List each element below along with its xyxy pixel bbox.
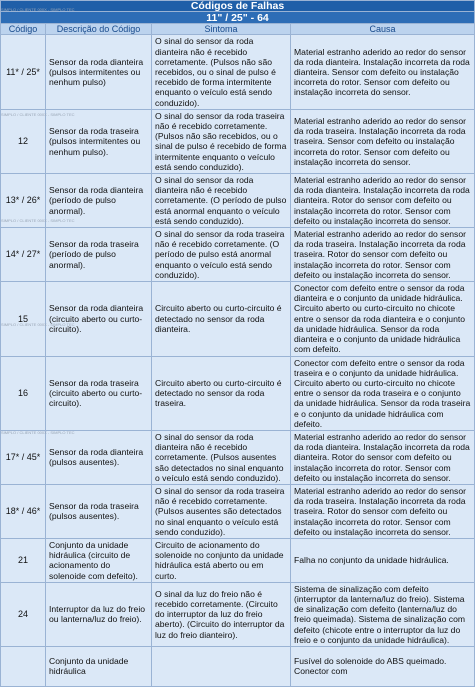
column-header-cause: Causa <box>291 24 475 35</box>
fault-code: 16 <box>1 356 46 430</box>
fault-description: Sensor da roda dianteira (período de pulso anormal). <box>46 174 152 228</box>
fault-code: 24 <box>1 582 46 646</box>
fault-symptom: O sinal da luz do freio não é recebido corretamente. (Circuito do interruptor da luz do freio aberto). (Circuito do interruptor da luz do freio dianteiro). <box>152 582 291 646</box>
column-header-symptom: Sintoma <box>152 24 291 35</box>
fault-cause: Conector com defeito entre o sensor da roda traseira e o conjunto da unidade hidráulica. Circuito aberto ou curto-circuito no chicote entre o sensor da roda traseira e o conjunto da unidade hidráulica. Sensor da roda traseira e o conjunto da unidade hidráulica com defeito. <box>291 356 475 430</box>
column-header-row <box>1 24 475 35</box>
fault-cause: Material estranho aderido ao redor do sensor da roda traseira. Instalação incorreta da roda traseira. Rotor do sensor com defeito ou instalação incorreta do rotor. Sensor com defeito ou instalação incorreta do sensor. <box>291 484 475 538</box>
table-row <box>1 484 475 538</box>
fault-cause: Falha no conjunto da unidade hidráulica. <box>291 538 475 582</box>
watermark: SIMPLO / CLIENTE 000X - SIMPLO TEC <box>1 218 75 223</box>
table-title-row <box>1 1 475 12</box>
fault-symptom: O sinal do sensor da roda traseira não é recebido corretamente. (O período de pulso está anormal enquanto o veículo está sendo conduzido). <box>152 228 291 282</box>
fault-description: Sensor da roda dianteira (pulsos ausentes). <box>46 430 152 484</box>
fault-description: Sensor da roda traseira (pulsos ausentes). <box>46 484 152 538</box>
fault-cause: Material estranho aderido ao redor do sensor da roda dianteira. Instalação incorreta da roda dianteira. Rotor do sensor com defeito ou instalação incorreta do rotor. Sensor com defeito ou instalação incorreta do sensor. <box>291 174 475 228</box>
fault-code: 15 <box>1 282 46 356</box>
fault-symptom: Circuito aberto ou curto-circuito é detectado no sensor da roda traseira. <box>152 356 291 430</box>
table-row <box>1 109 475 173</box>
fault-description: Sensor da roda dianteira (circuito aberto ou curto-circuito). <box>46 282 152 356</box>
fault-symptom: O sinal do sensor da roda dianteira não é recebido corretamente. (Pulsos ausentes são detectados no sinal enquanto o veículo está sendo conduzido). <box>152 430 291 484</box>
fault-symptom: O sinal do sensor da roda traseira não é recebido corretamente. (Pulsos ausentes são detectados no sinal enquanto o veículo está sendo conduzido). <box>152 484 291 538</box>
fault-description: Interruptor da luz do freio ou lanterna/luz do freio). <box>46 582 152 646</box>
watermark: SIMPLO / CLIENTE 000X - SIMPLO TEC <box>1 7 75 12</box>
column-header-code: Código <box>1 24 46 35</box>
fault-code: 12 <box>1 109 46 173</box>
fault-cause: Fusível do solenoide do ABS queimado. Conector com <box>291 646 475 686</box>
table-row <box>1 356 475 430</box>
fault-cause: Material estranho aderido ao redor do sensor da roda traseira. Instalação incorreta da roda traseira. Sensor com defeito ou instalação incorreta do rotor. Sensor com defeito ou instalação incorreta do sensor. <box>291 109 475 173</box>
fault-code: 13* / 26* <box>1 174 46 228</box>
fault-code: 21 <box>1 538 46 582</box>
column-header-description: Descrição do Código <box>46 24 152 35</box>
fault-symptom: O sinal do sensor da roda traseira não é recebido corretamente. (Pulsos não são recebidos, ou o sinal de pulso é recebido de forma intermitente enquanto o veículo está sendo conduzido). <box>152 109 291 173</box>
table-row <box>1 582 475 646</box>
fault-cause: Sistema de sinalização com defeito (interruptor da lanterna/luz do freio). Sistema de sinalização com defeito (lanterna/luz do freio queimada). Sistema de sinalização com defeito (chicote entre o interruptor da luz do freio e o conjunto da unidade hidráulica). <box>291 582 475 646</box>
fault-symptom: O sinal do sensor da roda dianteira não é recebido corretamente. (O período de pulso está anormal enquanto o veículo está sendo conduzido). <box>152 174 291 228</box>
fault-description: Sensor da roda traseira (circuito aberto ou curto-circuito). <box>46 356 152 430</box>
table-row <box>1 538 475 582</box>
fault-cause: Material estranho aderido ao redor do sensor da roda dianteira. Instalação incorreta da roda dianteira. Sensor com defeito ou instalação incorreta do rotor. Sensor com defeito ou instalação incorreta do sensor. <box>291 35 475 109</box>
fault-cause: Material estranho aderido ao redor do sensor da roda traseira. Instalação incorreta da roda traseira. Rotor do sensor com defeito ou instalação incorreta do rotor. Sensor com defeito ou instalação incorreta do sensor. <box>291 228 475 282</box>
table-row <box>1 646 475 686</box>
fault-description: Sensor da roda dianteira (pulsos intermitentes ou nenhum pulso) <box>46 35 152 109</box>
table-row <box>1 35 475 109</box>
fault-code: 17* / 45* <box>1 430 46 484</box>
table-subtitle: 11" / 25" - 64 <box>1 12 475 24</box>
watermark: SIMPLO / CLIENTE 000X - SIMPLO TEC <box>1 430 75 435</box>
table-subtitle-row <box>1 12 475 24</box>
watermark: SIMPLO / CLIENTE 000X - SIMPLO TEC <box>1 322 75 327</box>
table-row <box>1 174 475 228</box>
fault-symptom: O sinal do sensor da roda dianteira não é recebido corretamente. (Pulsos não são recebidos, ou o sinal de pulso é recebido de forma intermitente enquanto o veículo está sendo conduzido). <box>152 35 291 109</box>
fault-code: 11* / 25* <box>1 35 46 109</box>
watermark: SIMPLO / CLIENTE 000X - SIMPLO TEC <box>1 112 75 117</box>
fault-code: 18* / 46* <box>1 484 46 538</box>
table-row <box>1 430 475 484</box>
fault-description: Sensor da roda traseira (período de pulso anormal). <box>46 228 152 282</box>
fault-description: Conjunto da unidade hidráulica (circuito de acionamento do solenoide com defeito). <box>46 538 152 582</box>
fault-cause: Material estranho aderido ao redor do sensor da roda dianteira. Instalação incorreta da roda dianteira. Rotor do sensor com defeito ou instalação incorreta do rotor. Sensor com defeito ou instalação incorreta do sensor. <box>291 430 475 484</box>
fault-symptom: Circuito de acionamento do solenoide no conjunto da unidade hidráulica está aberto ou em curto. <box>152 538 291 582</box>
fault-code <box>1 646 46 686</box>
fault-description: Sensor da roda traseira (pulsos intermitentes ou nenhum pulso). <box>46 109 152 173</box>
fault-symptom: Circuito aberto ou curto-circuito é detectado no sensor da roda dianteira. <box>152 282 291 356</box>
fault-cause: Conector com defeito entre o sensor da roda dianteira e o conjunto da unidade hidráulica. Circuito aberto ou curto-circuito no chicote entre o sensor da roda dianteira e o conjunto da unidade hidráulica. Sensor da roda dianteira e o conjunto da unidade hidráulica com defeito. <box>291 282 475 356</box>
table-row <box>1 228 475 282</box>
fault-symptom <box>152 646 291 686</box>
fault-description: Conjunto da unidade hidráulica <box>46 646 152 686</box>
fault-code: 14* / 27* <box>1 228 46 282</box>
table-title: Códigos de Falhas <box>1 1 475 12</box>
table-row <box>1 282 475 356</box>
